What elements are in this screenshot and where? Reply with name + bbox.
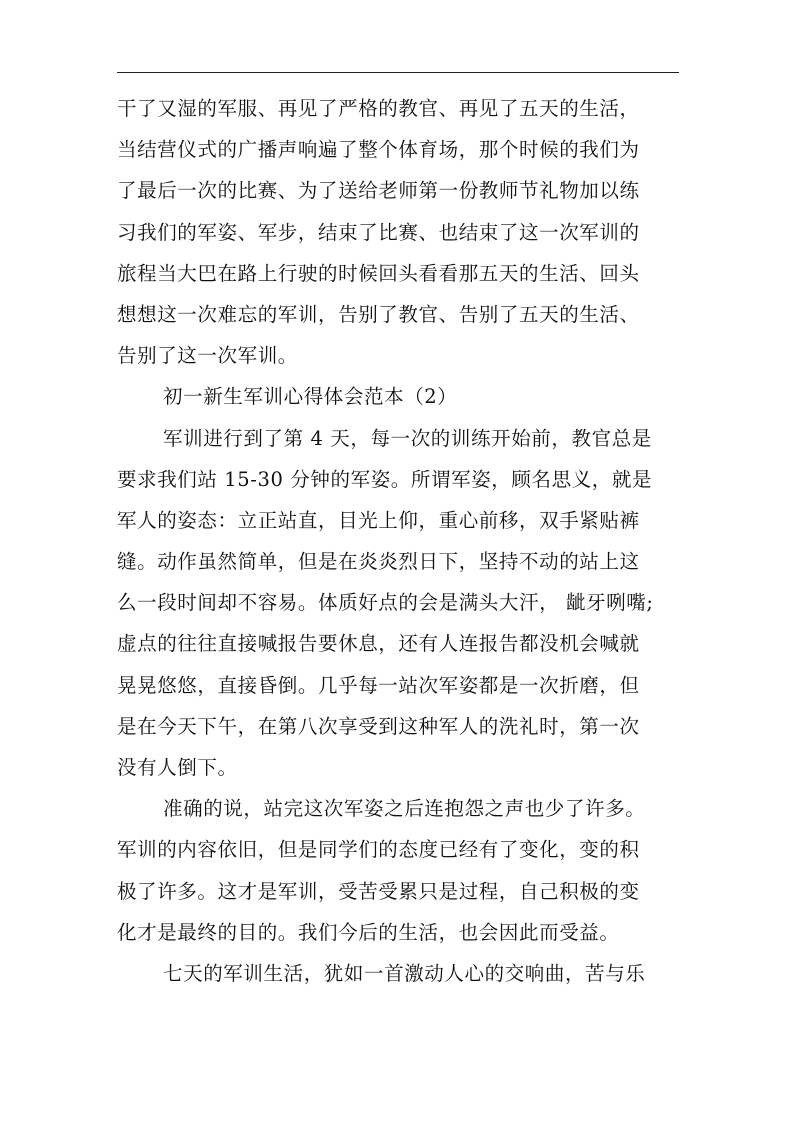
paragraph-first-line: 军训进行到了第 4 天，每一次的训练开始前，教官总是 xyxy=(163,426,652,450)
text-line: 缝。动作虽然简单，但是在炎炎烈日下，坚持不动的站上这 xyxy=(117,550,640,574)
text-line: 没有人倒下。 xyxy=(117,756,238,779)
text-line: 习我们的军姿、军步，结束了比赛、也结束了这一次军训的 xyxy=(117,220,640,244)
text-line: 旅程当大巴在路上行驶的时候回头看看那五天的生活、回头 xyxy=(117,261,640,285)
text-line: 化才是最终的目的。我们今后的生活，也会因此而受益。 xyxy=(117,920,620,944)
document-body xyxy=(117,88,679,994)
text-line: 干了又湿的军服、再见了严格的教官、再见了五天的生活， xyxy=(117,97,640,120)
text-line: 当结营仪式的广播声响遍了整个体育场，那个时候的我们为 xyxy=(117,138,640,162)
text-line: 极了许多。这才是军训，受苦受累只是过程，自己积极的变 xyxy=(117,879,640,903)
text-line: 军人的姿态：立正站直，目光上仰，重心前移，双手紧贴裤 xyxy=(117,508,640,532)
text-line: 告别了这一次军训。 xyxy=(117,344,298,368)
text-line: 是在今天下午，在第八次享受到这种军人的洗礼时，第一次 xyxy=(117,714,640,738)
paragraph-first-line: 准确的说，站完这次军姿之后连抱怨之声也少了许多。 xyxy=(163,797,646,821)
text-line: 晃晃悠悠，直接昏倒。几乎每一站次军姿都是一次折磨，但 xyxy=(117,673,640,697)
text-line: 军训的内容依旧，但是同学们的态度已经有了变化，变的积 xyxy=(117,838,640,862)
paragraph-first-line: 七天的军训生活，犹如一首激动人心的交响曲，苦与乐 xyxy=(163,961,646,985)
text-line: 么一段时间却不容易。体质好点的会是满头大汗， 龇牙咧嘴; xyxy=(117,591,654,615)
text-line: 要求我们站 15-30 分钟的军姿。所谓军姿，顾名思义，就是 xyxy=(117,467,653,491)
header-rule xyxy=(117,72,679,73)
text-line: 了最后一次的比赛、为了送给老师第一份教师节礼物加以练 xyxy=(117,179,640,203)
text-line: 虚点的往往直接喊报告要休息，还有人连报告都没机会喊就 xyxy=(117,632,640,656)
text-line: 想想这一次难忘的军训，告别了教官、告别了五天的生活、 xyxy=(117,302,640,326)
section-heading: 初一新生军训心得体会范本（2） xyxy=(163,385,458,409)
